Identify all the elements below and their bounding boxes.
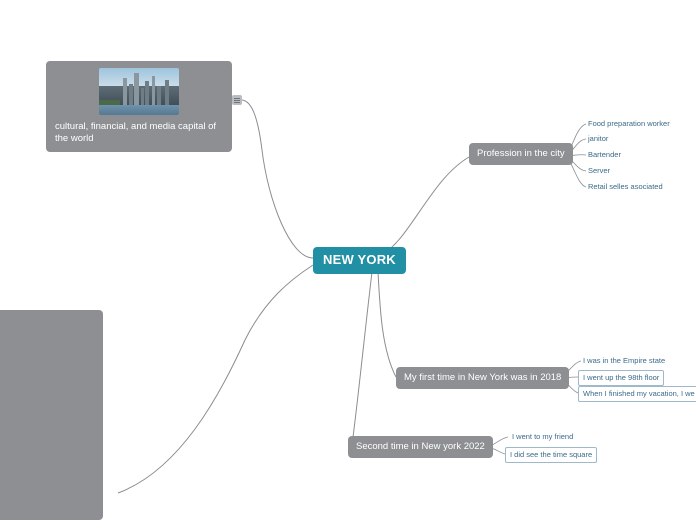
note-line-6 — [0, 438, 95, 451]
leaf-janitor[interactable]: janitor — [588, 134, 609, 143]
note-line-7 — [0, 462, 95, 475]
leaf-i-was-in-the-empire-state[interactable]: I was in the Empire state — [583, 356, 666, 365]
leaf-i-did-see-the-time-square[interactable]: I did see the time square — [505, 447, 597, 463]
leaf-food-preparation-worker[interactable]: Food preparation worker — [588, 119, 670, 128]
central-node[interactable]: NEW YORK — [313, 247, 406, 274]
leaf-retail-selles-asociated[interactable]: Retail selles asociated — [588, 182, 663, 191]
image-card-caption: cultural, financial, and media capital of the world — [55, 121, 217, 144]
topic-profession-in-the-city[interactable]: Profession in the city — [469, 143, 573, 165]
topic-second-time-in-new-york-2022[interactable]: Second time in New york 2022 — [348, 436, 493, 458]
leaf-i-went-to-my-friend[interactable]: I went to my friend — [512, 432, 574, 441]
note-line-5 — [0, 414, 95, 427]
left-note-card[interactable] — [0, 310, 103, 520]
leaf-i-went-up-the-98th-floor[interactable]: I went up the 98th floor — [578, 370, 664, 386]
note-line-2 — [0, 342, 95, 355]
image-note-card[interactable] — [46, 61, 232, 152]
leaf-when-i-finished-my-vacation[interactable]: When I finished my vacation, I we — [578, 386, 696, 402]
leaf-bartender[interactable]: Bartender — [588, 150, 621, 159]
note-line-3 — [0, 366, 95, 379]
topic-my-first-time-in-new-york[interactable]: My first time in New York was in 2018 — [396, 367, 569, 389]
drag-handle-icon[interactable] — [232, 95, 242, 105]
leaf-server[interactable]: Server — [588, 166, 611, 175]
note-line-4 — [0, 390, 95, 403]
note-line-1 — [0, 318, 95, 331]
new-york-skyline-photo — [99, 68, 179, 115]
